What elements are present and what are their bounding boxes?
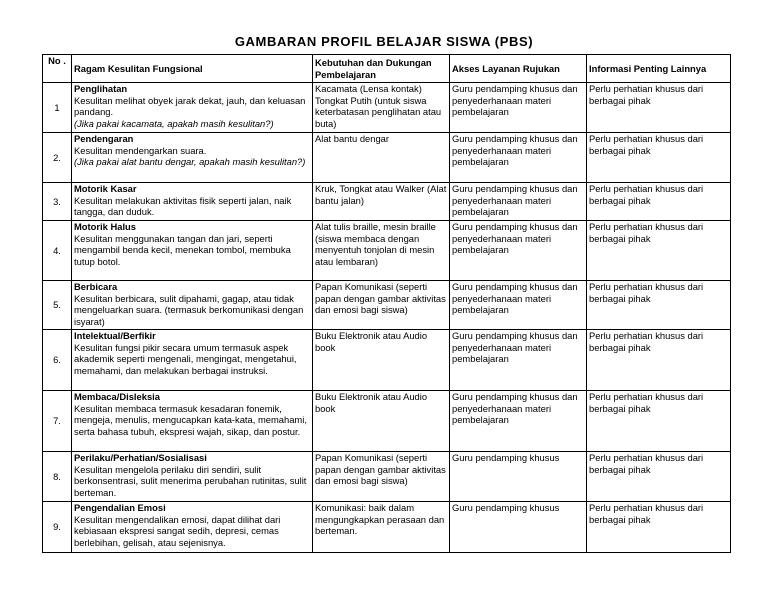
table-row [43,221,731,281]
ragam-cell [72,133,313,183]
table-row [43,83,731,133]
row-number: 3. [43,183,72,221]
ragam-desc: Kesulitan melihat obyek jarak dekat, jauh, dan keluasan pandang. [74,94,306,118]
ragam-cell [72,281,313,330]
ragam-desc: Kesulitan fungsi pikir secara umum termasuk aspek akademik seperti mengenali, mengingat, mengetahui, memahami, dan melakukan berbagai instruksi. [74,341,297,376]
ragam-cell [72,183,313,221]
ragam-desc: Kesulitan melakukan aktivitas fisik seperti jalan, naik tangga, dan duduk. [74,194,292,218]
row-number: 4. [43,221,72,281]
info-cell: Perlu perhatian khusus dari berbagai pihak [587,133,731,183]
header-akses: Akses Layanan Rujukan [450,55,587,83]
ragam-desc: Kesulitan menggunakan tangan dan jari, seperti mengambil benda kecil, menekan tombol, membuka tutup botol. [74,232,291,267]
ragam-cell [72,221,313,281]
ragam-desc: Kesulitan berbicara, sulit dipahami, gagap, atau tidak mengeluarkan suara. (termasuk berkomunikasi dengan isyarat) [74,292,304,327]
akses-cell: Guru pendamping khusus dan penyederhanaan materi pembelajaran [450,133,587,183]
ragam-name: Berbicara [74,281,118,292]
table-row [43,452,731,502]
row-number: 6. [43,330,72,391]
ragam-cell [72,452,313,502]
kebutuhan-cell: Kacamata (Lensa kontak) Tongkat Putih (untuk siswa keterbatasan penglihatan atau buta) [313,83,450,133]
ragam-note: (Jika pakai kacamata, apakah masih kesulitan?) [74,117,274,129]
kebutuhan-cell: Papan Komunikasi (seperti papan dengan gambar aktivitas dan emosi bagi siswa) [313,281,450,330]
header-kebutuhan: Kebutuhan dan Dukungan Pembelajaran [313,55,450,83]
ragam-name: Pengendalian Emosi [74,502,166,513]
table-row [43,330,731,391]
header-info: Informasi Penting Lainnya [587,55,731,83]
table-row [43,502,731,553]
document-title: GAMBARAN PROFIL BELAJAR SISWA (PBS) [234,34,534,49]
ragam-cell [72,391,313,452]
akses-cell: Guru pendamping khusus dan penyederhanaan materi pembelajaran [450,221,587,281]
kebutuhan-cell: Alat bantu dengar [313,133,450,183]
kebutuhan-cell: Papan Komunikasi (seperti papan dengan gambar aktivitas dan emosi bagi siswa) [313,452,450,502]
info-cell: Perlu perhatian khusus dari berbagai pihak [587,330,731,391]
kebutuhan-cell: Buku Elektronik atau Audio book [313,330,450,391]
row-number: 1 [43,83,72,133]
akses-cell: Guru pendamping khusus [450,452,587,502]
info-cell: Perlu perhatian khusus dari berbagai pihak [587,83,731,133]
ragam-desc: Kesulitan mendengarkan suara. [74,144,207,156]
akses-cell: Guru pendamping khusus dan penyederhanaan materi pembelajaran [450,183,587,221]
ragam-name: Intelektual/Berfikir [74,330,156,341]
ragam-name: Penglihatan [74,83,128,94]
row-number: 8. [43,452,72,502]
profile-table [42,54,731,553]
header-no: No . [43,55,72,83]
row-number: 7. [43,391,72,452]
kebutuhan-cell: Alat tulis braille, mesin braille (siswa membaca dengan menyentuh tonjolan di mesin atau lembaran) [313,221,450,281]
table-row [43,183,731,221]
ragam-desc: Kesulitan mengendalikan emosi, dapat dilihat dari kebiasaan ekspresi sangat sedih, depresi, cemas berlebihan, gelisah, atau sejenisnya. [74,513,281,548]
row-number: 9. [43,502,72,553]
ragam-cell [72,502,313,553]
ragam-name: Pendengaran [74,133,134,144]
kebutuhan-cell: Kruk, Tongkat atau Walker (Alat bantu jalan) [313,183,450,221]
table-row [43,391,731,452]
table-row [43,133,731,183]
header-ragam: Ragam Kesulitan Fungsional [72,55,313,83]
info-cell: Perlu perhatian khusus dari berbagai pihak [587,391,731,452]
ragam-note: (Jika pakai alat bantu dengar, apakah masih kesulitan?) [74,156,306,168]
ragam-cell [72,330,313,391]
akses-cell: Guru pendamping khusus dan penyederhanaan materi pembelajaran [450,391,587,452]
akses-cell: Guru pendamping khusus dan penyederhanaan materi pembelajaran [450,83,587,133]
kebutuhan-cell: Komunikasi: baik dalam mengungkapkan perasaan dan berteman. [313,502,450,553]
ragam-cell [72,83,313,133]
ragam-name: Motorik Kasar [74,183,137,194]
info-cell: Perlu perhatian khusus dari berbagai pihak [587,221,731,281]
ragam-name: Membaca/Disleksia [74,391,160,402]
info-cell: Perlu perhatian khusus dari berbagai pihak [587,183,731,221]
ragam-desc: Kesulitan membaca termasuk kesadaran fonemik, mengeja, menulis, mengucapkan kata-kata, memahami, serta bahasa tubuh, ekspresi wajah, sikap, dan postur. [74,402,307,437]
ragam-name: Motorik Halus [74,221,136,232]
akses-cell: Guru pendamping khusus dan penyederhanaan materi pembelajaran [450,330,587,391]
row-number: 2. [43,133,72,183]
info-cell: Perlu perhatian khusus dari berbagai pihak [587,281,731,330]
header-row [43,55,731,83]
ragam-name: Perilaku/Perhatian/Sosialisasi [74,452,207,463]
table-row [43,281,731,330]
info-cell: Perlu perhatian khusus dari berbagai pihak [587,452,731,502]
kebutuhan-cell: Buku Elektronik atau Audio book [313,391,450,452]
ragam-desc: Kesulitan mengelola perilaku diri sendiri, sulit berkonsentrasi, sulit menerima perubahan rutinitas, sulit berteman. [74,463,307,498]
akses-cell: Guru pendamping khusus dan penyederhanaan materi pembelajaran [450,281,587,330]
info-cell: Perlu perhatian khusus dari berbagai pihak [587,502,731,553]
row-number: 5. [43,281,72,330]
akses-cell: Guru pendamping khusus [450,502,587,553]
